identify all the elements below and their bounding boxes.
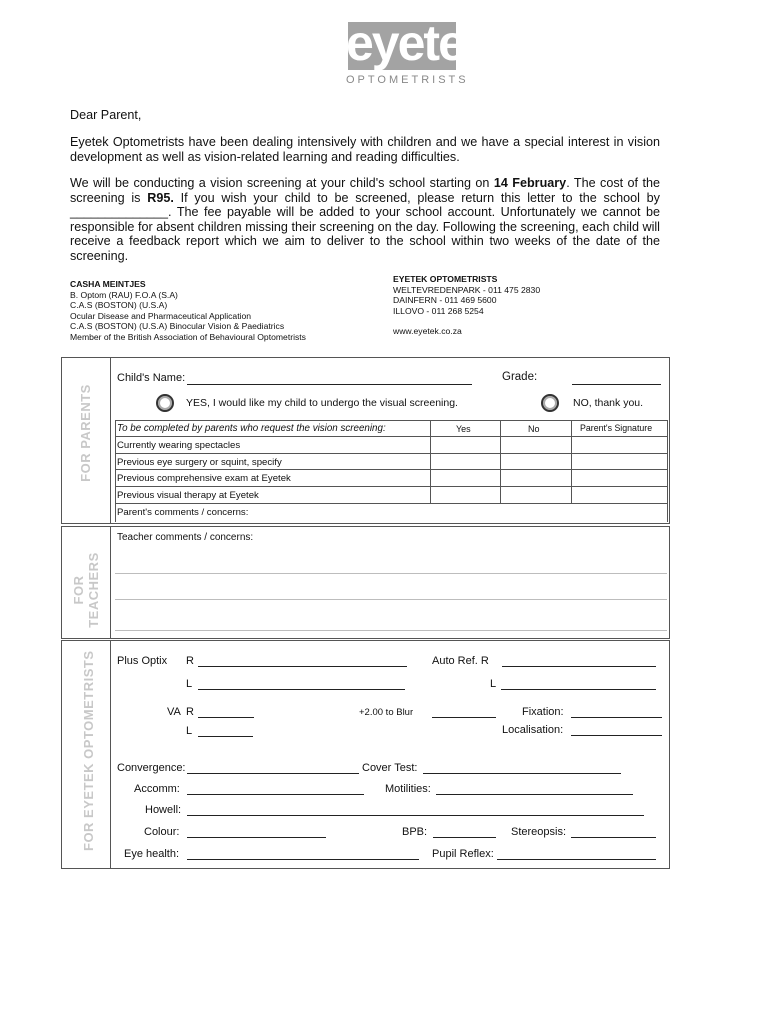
va-l-field[interactable] xyxy=(198,736,253,737)
child-name-label: Child's Name: xyxy=(117,372,186,384)
table-row: Previous comprehensive exam at Eyetek xyxy=(117,473,291,484)
fixation-label: Fixation: xyxy=(522,706,564,718)
table-row: Previous visual therapy at Eyetek xyxy=(117,490,259,501)
pupil-reflex-field[interactable] xyxy=(497,859,656,860)
table-row: Previous eye surgery or squint, specify xyxy=(117,457,282,468)
colour-field[interactable] xyxy=(187,837,326,838)
salutation: Dear Parent, xyxy=(70,108,142,122)
child-name-field[interactable] xyxy=(187,384,472,385)
contact-right: EYETEK OPTOMETRISTS WELTEVREDENPARK - 011 475 2830 DAINFERN - 011 469 5600 ILLOVO - 011 268 5254 www.eyetek.co.za xyxy=(393,274,541,337)
yes-radio[interactable] xyxy=(156,394,174,412)
localisation-label: Localisation: xyxy=(502,724,564,736)
parents-side-label: FOR PARENTS xyxy=(78,384,93,482)
colour-label: Colour: xyxy=(144,826,180,838)
logo-mark xyxy=(346,15,490,72)
teachers-side-label: FOR TEACHERS xyxy=(71,552,101,628)
blur-field[interactable] xyxy=(432,717,496,718)
convergence-field[interactable] xyxy=(187,773,359,774)
blur-label: +2.00 to Blur xyxy=(359,707,414,718)
table-header: To be completed by parents who request the vision screening: xyxy=(117,423,386,434)
bpb-label: BPB: xyxy=(402,826,428,838)
stereopsis-field[interactable] xyxy=(571,837,656,838)
table-row: Currently wearing spectacles xyxy=(117,440,241,451)
convergence-label: Convergence: xyxy=(117,762,186,774)
auto-ref-r-field[interactable] xyxy=(502,666,656,667)
plus-optix-r-field[interactable] xyxy=(198,666,407,667)
plus-optix-l-field[interactable] xyxy=(198,689,405,690)
teacher-comments-label: Teacher comments / concerns: xyxy=(117,532,254,543)
cover-test-field[interactable] xyxy=(423,773,621,774)
fixation-field[interactable] xyxy=(571,717,662,718)
column-yes: Yes xyxy=(456,424,471,434)
grade-field[interactable] xyxy=(572,384,661,385)
logo-subtitle: OPTOMETRISTS xyxy=(346,74,469,86)
bpb-field[interactable] xyxy=(433,837,496,838)
howell-field[interactable] xyxy=(187,815,644,816)
accomm-field[interactable] xyxy=(187,794,364,795)
accomm-label: Accomm: xyxy=(134,783,180,795)
eyetek-logo xyxy=(346,15,490,86)
localisation-field[interactable] xyxy=(571,735,662,736)
logo-word: eyetek xyxy=(346,15,490,71)
motilities-field[interactable] xyxy=(436,794,633,795)
eye-health-field[interactable] xyxy=(187,859,419,860)
column-no: No xyxy=(528,424,540,434)
website: www.eyetek.co.za xyxy=(393,326,462,337)
va-label: VA xyxy=(167,706,181,718)
parent-comments-label: Parent's comments / concerns: xyxy=(117,507,249,518)
no-radio[interactable] xyxy=(541,394,559,412)
letter-paragraph-1: Eyetek Optometrists have been dealing intensively with children and we have a special interest in vision development as well as vision-related learning and reading difficulties. xyxy=(70,135,660,164)
teacher-comment-line[interactable] xyxy=(115,573,667,574)
teacher-comment-line[interactable] xyxy=(115,630,667,631)
motilities-label: Motilities: xyxy=(385,783,431,795)
contact-right-name: EYETEK OPTOMETRISTS xyxy=(393,274,498,284)
column-signature: Parent's Signature xyxy=(580,423,653,433)
stereopsis-label: Stereopsis: xyxy=(511,826,567,838)
cover-test-label: Cover Test: xyxy=(362,762,418,774)
howell-label: Howell: xyxy=(145,804,182,816)
va-r-field[interactable] xyxy=(198,717,254,718)
optometrists-side-label: FOR EYETEK OPTOMETRISTS xyxy=(81,650,96,851)
no-option-label: NO, thank you. xyxy=(573,397,644,409)
screening-cost: R95. xyxy=(147,190,174,205)
eye-health-label: Eye health: xyxy=(124,848,180,860)
auto-ref-label: Auto Ref. R xyxy=(432,655,489,667)
grade-label: Grade: xyxy=(502,371,538,383)
screening-date: 14 February xyxy=(493,176,567,190)
contact-left: CASHA MEINTJES B. Optom (RAU) F.O.A (S.A) C.A.S (BOSTON) (U.S.A) Ocular Disease and Pharmaceutical Application C.A.S (BOSTON) (U.S.A) Binocular Vision & Paediatrics Member of the British Association of Behavioural Optometrists xyxy=(70,279,306,342)
plus-optix-label: Plus Optix xyxy=(117,655,168,667)
auto-ref-l-field[interactable] xyxy=(501,689,656,690)
contact-left-name: CASHA MEINTJES xyxy=(70,279,146,289)
yes-option-label: YES, I would like my child to undergo the visual screening. xyxy=(186,397,458,409)
teacher-comment-line[interactable] xyxy=(115,599,667,600)
letter-paragraph-2: We will be conducting a vision screening at your child's school starting on 14 February. The cost of the screening is R95. If you wish your child to be screened, please return this letter to the school by ______________. The fee payable will be added to your school account. Unfortunately we cannot be responsible for absent children missing their screening on the day. Following the screening, each child will receive a feedback report which we aim to deliver to the school within two weeks of the date of the screening. xyxy=(70,176,661,263)
pupil-reflex-label: Pupil Reflex: xyxy=(432,848,494,860)
